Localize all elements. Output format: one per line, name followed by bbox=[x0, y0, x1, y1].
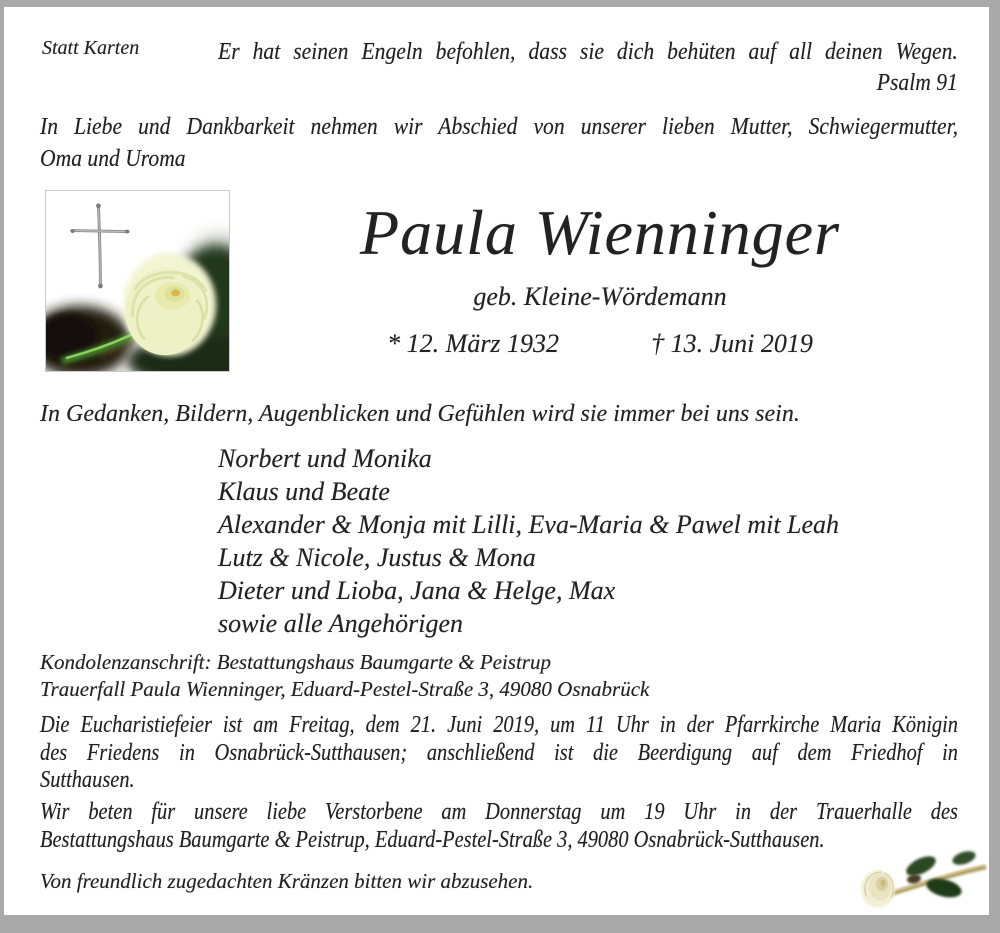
life-dates bbox=[240, 329, 960, 359]
maiden-name: geb. Kleine-Wördemann bbox=[473, 282, 727, 311]
mourners-list bbox=[218, 442, 839, 640]
service-line: Sutthausen. bbox=[40, 767, 135, 793]
mourner-line: Lutz & Nicole, Justus & Mona bbox=[218, 543, 536, 572]
service-paragraph bbox=[40, 712, 958, 795]
deceased-name-block bbox=[240, 197, 960, 269]
mourner-line: Alexander & Monja mit Lilli, Eva-Maria & Pawel mit Leah bbox=[218, 510, 840, 539]
mourner-line: Dieter und Lioba, Jana & Helge, Max bbox=[218, 576, 616, 605]
condolence-line: Trauerfall Paula Wienninger, Eduard-Pestel-Straße 3, 49080 Osnabrück bbox=[40, 677, 650, 701]
mourner-line: Klaus und Beate bbox=[218, 477, 390, 506]
prayer-line: Bestattungshaus Baumgarte & Peistrup, Eduard-Pestel-Straße 3, 49080 Osnabrück-Sutthausen. bbox=[40, 826, 825, 853]
intro-paragraph bbox=[40, 111, 958, 175]
service-line: Die Eucharistiefeier ist am Freitag, dem 21. Juni 2019, um 11 Uhr in der Pfarrkirche Maria Königin bbox=[40, 712, 958, 738]
scripture-quote: Er hat seinen Engeln befohlen, dass sie dich behüten auf all deinen Wegen. bbox=[218, 39, 958, 65]
birth-date: * 12. März 1932 bbox=[387, 329, 560, 358]
mourner-line: sowie alle Angehörigen bbox=[218, 609, 464, 638]
service-line: des Friedens in Osnabrück-Sutthausen; anschließend ist die Beerdigung auf dem Friedhof in bbox=[40, 739, 958, 766]
condolence-line: Kondolenzanschrift: Bestattungshaus Baumgarte & Peistrup bbox=[40, 650, 551, 674]
prayer-paragraph bbox=[40, 799, 958, 854]
prayer-line: Wir beten für unsere liebe Verstorbene am Donnerstag um 19 Uhr in der Trauerhalle des bbox=[40, 799, 958, 825]
intro-line: Oma und Uroma bbox=[40, 146, 186, 172]
white-rose-icon bbox=[858, 846, 990, 914]
mourner-line: Norbert und Monika bbox=[218, 444, 432, 473]
death-date: † 13. Juni 2019 bbox=[651, 329, 813, 358]
closing-rose-photo bbox=[858, 846, 990, 914]
memorial-photo bbox=[45, 190, 230, 372]
remembrance-line: In Gedanken, Bildern, Augenblicken und Gefühlen wird sie immer bei uns sein. bbox=[40, 401, 800, 427]
intro-line: In Liebe und Dankbarkeit nehmen wir Abschied von unserer lieben Mutter, Schwiegermutter, bbox=[40, 114, 958, 140]
condolence-address bbox=[40, 649, 649, 703]
deceased-name: Paula Wienninger bbox=[360, 197, 840, 268]
scripture-source: Psalm 91 bbox=[876, 70, 958, 96]
cross-and-rose-icon bbox=[46, 191, 229, 371]
wreath-note: Von freundlich zugedachten Kränzen bitten wir abzusehen. bbox=[40, 869, 534, 893]
scripture-quote-block bbox=[218, 37, 958, 99]
statt-karten-note: Statt Karten bbox=[42, 37, 140, 59]
